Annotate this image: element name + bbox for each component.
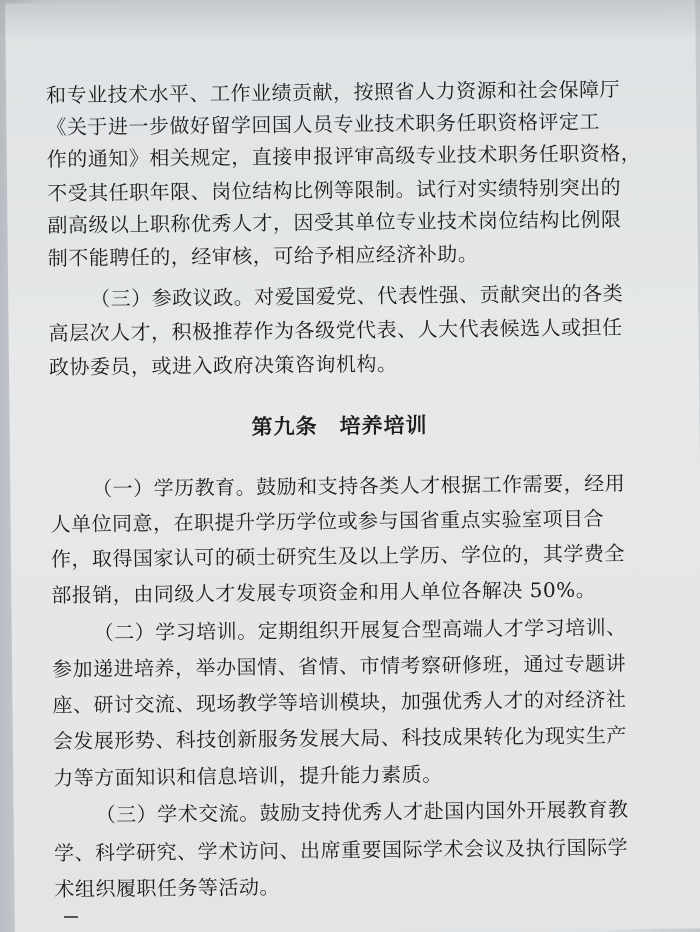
text-line: 部报销，由同级人才发展专项资金和用人单位各解决 50%。 (51, 577, 597, 608)
paper-page (5, 0, 700, 932)
text-line: 力等方面知识和信息培训，提升能力素质。 (53, 762, 443, 791)
text-line: 参加递进培养，举办国情、省情、市情考察研修班，通过专题讲 (51, 651, 627, 682)
text-line: 作，取得国家认可的硕士研究生及以上学历、学位的，其学费全 (50, 541, 626, 572)
text-line: 人单位同意，在职提升学历学位或参与国省重点实验室项目合 (50, 506, 605, 537)
text-line: 和专业技术水平、工作业绩贡献，按照省人力资源和社会保障厅 (45, 77, 621, 108)
text-line: 会发展形势、科技创新服务发展大局、科技成果转化为现实生产 (52, 723, 627, 754)
text-line: 高层次人才，积极推荐作为各级党代表、人大代表候选人或担任 (48, 315, 623, 346)
text-line: 制不能聘任的，经审核，可给予相应经济补助。 (47, 241, 479, 271)
paragraph-first-line: （三）学术交流。鼓励支持优秀人才赴国内国外开展教育教 (95, 797, 629, 827)
top-shadow (0, 0, 700, 40)
text-line: 副高级以上职称优秀人才，因受其单位专业技术岗位结构比例限 (47, 207, 622, 238)
paragraph-first-line: （三）参政议政。对爱国爱党、代表性强、贡献突出的各类 (90, 281, 624, 311)
paragraph-first-line: （一）学历教育。鼓励和支持各类人才根据工作需要，经用 (92, 471, 626, 501)
text-line: 不受其任职年限、岗位结构比例等限制。试行对实绩特别突出的 (47, 175, 622, 206)
paragraph-first-line: （二）学习培训。定期组织开展复合型高端人才学习培训、 (93, 615, 627, 645)
text-line: 政协委员，或进入政府决策咨询机构。 (48, 351, 398, 380)
text-line: 座、研讨交流、现场教学等培训模块，加强优秀人才的对经济社 (52, 687, 627, 718)
section-heading: 第九条 培养培训 (251, 413, 428, 440)
text-line: 术组织履职任务等活动。 (54, 874, 281, 902)
text-line: 学、科学研究、学术访问、出席重要国际学术会议及执行国际学 (53, 835, 629, 866)
text-line: 《关于进一步做好留学回国人员专业技术职务任职资格评定工 (46, 109, 601, 140)
text-line: 作的通知》相关规定，直接申报评审高级专业技术职务任职资格， (46, 140, 642, 172)
page-mark (64, 916, 78, 918)
